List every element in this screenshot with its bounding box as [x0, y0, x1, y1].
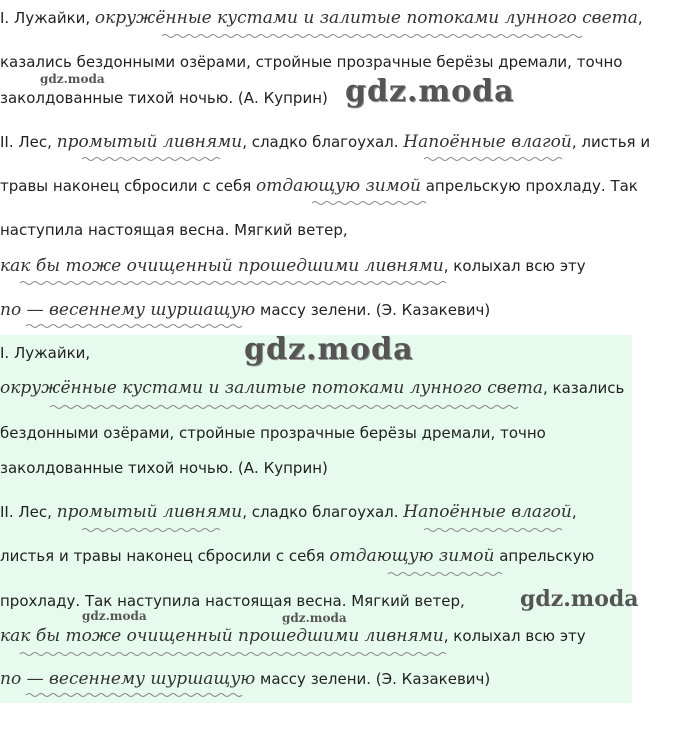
participle-phrase: окружённые кустами и залитые потоками лунного света [94, 8, 638, 28]
participle-phrase: отдающую зимой [255, 176, 421, 196]
b1-line-4 [0, 132, 650, 152]
participle-phrase: окружённые кустами и залитые потоками лунного света [0, 378, 543, 398]
text: заколдованные тихой ночью. (А. Куприн) [0, 89, 328, 107]
b2-line-2 [0, 378, 624, 398]
text: , сладко благоухал. [242, 133, 404, 151]
text: I. Лужайки, [0, 9, 95, 27]
b2-line-8 [0, 626, 586, 646]
participle-phrase: как бы тоже очищенный прошедшими ливнями [0, 626, 444, 646]
b2-line-3 [0, 423, 546, 443]
participle-phrase: по — весеннему шуршащую [0, 300, 256, 320]
text: , колыхал всю эту [443, 627, 586, 645]
text: листья и травы наконец сбросили с себя [0, 547, 330, 565]
b2-line-7 [0, 591, 465, 611]
text: прохладу. Так наступила настоящая весна. Мягкий ветер, [0, 592, 465, 610]
watermark: gdz.moda [82, 609, 147, 623]
b1-line-1 [0, 8, 643, 28]
b1-line-2 [0, 52, 622, 72]
watermark: gdz.moda [40, 72, 105, 86]
wavy-underline [162, 33, 584, 39]
watermark: gdz.moda [282, 611, 347, 625]
text: , [571, 503, 577, 521]
text: казались бездонными озёрами, стройные прозрачные берёзы дремали, точно [0, 53, 623, 71]
b1-line-8 [0, 300, 490, 320]
wavy-underline [82, 156, 220, 162]
participle-phrase: промытый ливнями [56, 132, 243, 152]
b1-line-6 [0, 220, 348, 240]
text: , листья и [571, 133, 651, 151]
participle-phrase: Напоённые влагой [403, 132, 572, 152]
wavy-underline [26, 323, 242, 329]
b1-line-3 [0, 88, 328, 108]
b2-line-5 [0, 502, 577, 522]
wavy-underline [312, 200, 428, 206]
participle-phrase: Напоённые влагой [403, 502, 572, 522]
text: II. Лес, [0, 133, 57, 151]
text: бездонными озёрами, стройные прозрачные берёзы дремали, точно [0, 424, 546, 442]
text: , [637, 9, 643, 27]
b2-line-1 [0, 343, 90, 363]
participle-phrase: промытый ливнями [56, 502, 243, 522]
b1-line-7 [0, 256, 586, 276]
text: , казались [542, 379, 625, 397]
text: наступила настоящая весна. Мягкий ветер, [0, 221, 348, 239]
b2-line-9 [0, 669, 490, 689]
participle-phrase: как бы тоже очищенный прошедшими ливнями [0, 256, 444, 276]
text: апрельскую прохладу. Так [420, 177, 638, 195]
watermark: gdz.moda [345, 74, 515, 109]
watermark: gdz.moda [520, 586, 639, 612]
text: I. Лужайки, [0, 344, 91, 362]
participle-phrase: отдающую зимой [329, 546, 495, 566]
text: травы наконец сбросили с себя [0, 177, 256, 195]
b2-line-6 [0, 546, 594, 566]
text: , колыхал всю эту [443, 257, 586, 275]
wavy-underline [424, 156, 564, 162]
b1-line-5 [0, 176, 638, 196]
text: , сладко благоухал. [242, 503, 404, 521]
text: массу зелени. (Э. Казакевич) [255, 670, 491, 688]
wavy-underline [20, 280, 446, 286]
text: массу зелени. (Э. Казакевич) [255, 301, 491, 319]
b2-line-4 [0, 458, 328, 478]
text: заколдованные тихой ночью. (А. Куприн) [0, 459, 328, 477]
text: апрельскую [494, 547, 595, 565]
watermark: gdz.moda [244, 332, 414, 367]
participle-phrase: по — весеннему шуршащую [0, 669, 256, 689]
text: II. Лес, [0, 503, 57, 521]
